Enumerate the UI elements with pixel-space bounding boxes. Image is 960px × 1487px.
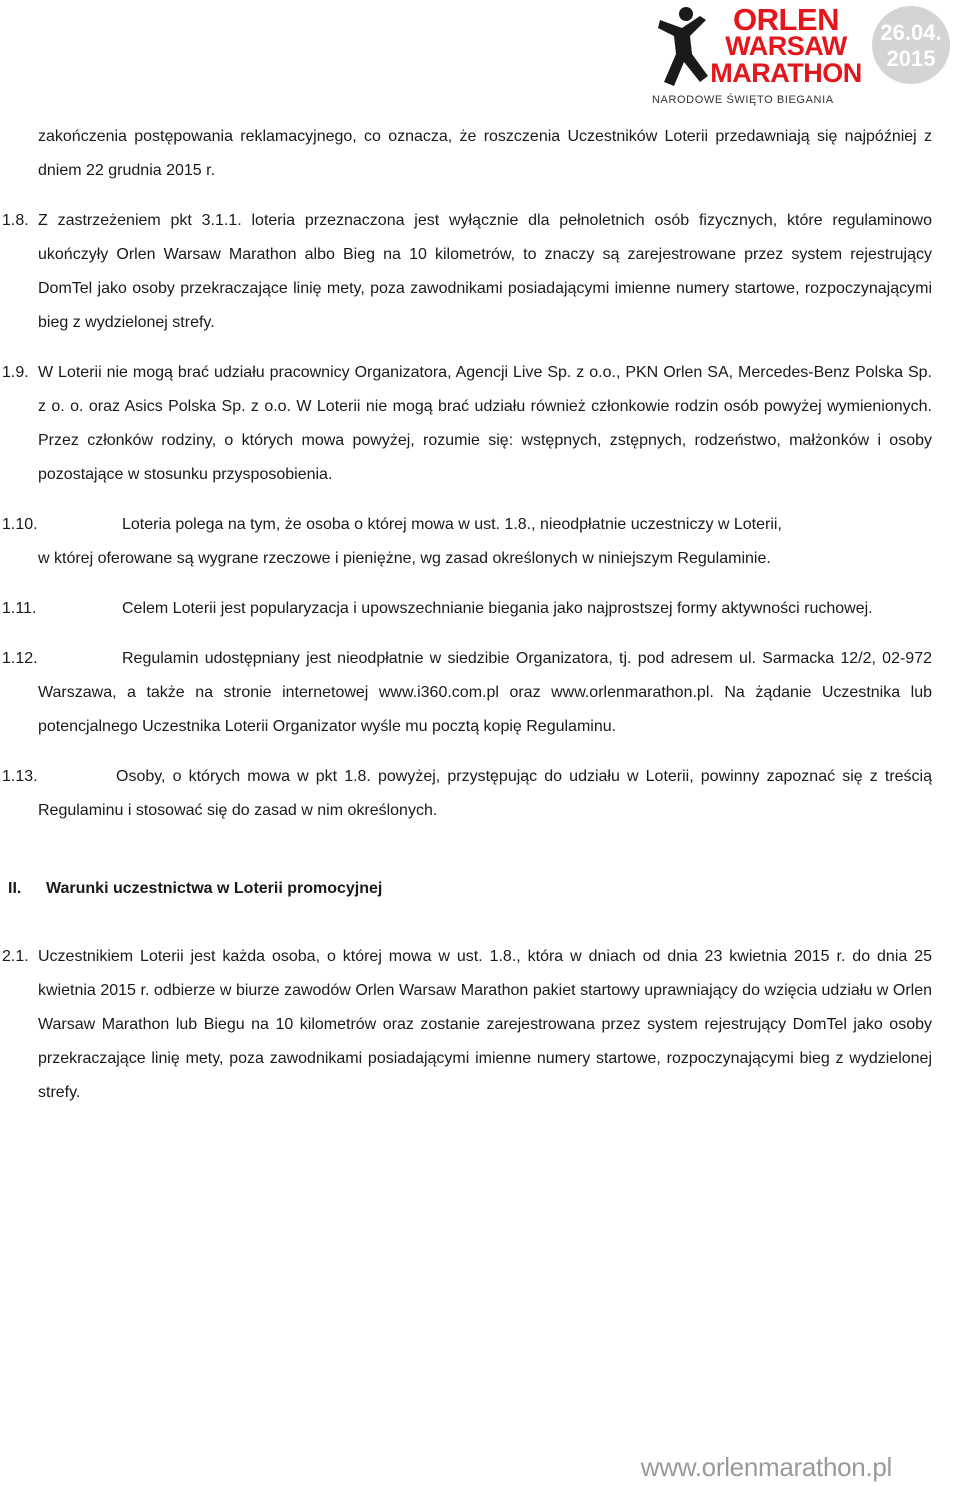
date-badge xyxy=(872,6,950,84)
number-1-12: 1.12. xyxy=(2,650,38,667)
text-1-9: W Loterii nie mogą brać udziału pracownicy Organizatora, Agencji Live Sp. z o.o., PKN Orlen SA, Mercedes-Benz Polska Sp. z o. o. oraz Asics Polska Sp. z o.o. W Loterii nie mogą brać udziału również członkowie rodzin osób powyżej wymienionych. Przez członków rodziny, o których mowa powyżej, rozumie się: wstępnych, zstępnych, rodzeństwo, małżonków i osoby pozostające w stosunku przysposobienia. xyxy=(38,364,932,483)
paragraph-1-10a xyxy=(2,508,932,542)
section-1-10 xyxy=(2,508,932,576)
paragraph-1-11 xyxy=(2,592,932,626)
text-2-1: Uczestnikiem Loterii jest każda osoba, o której mowa w ust. 1.8., która w dniach od dnia 23 kwietnia 2015 r. do dnia 25 kwietnia 2015 r. odbierze w biurze zawodów Orlen Warsaw Marathon pakiet startowy uprawniający do wzięcia udziału w Orlen Warsaw Marathon lub Biegu na 10 kilometrów oraz zostanie zarejestrowana przez system rejestrujący DomTel jako osoby przekraczające linię mety, poza zawodnikami posiadającymi imienne numery startowe, rozpoczynającymi bieg z wydzielonej strefy. xyxy=(38,948,932,1101)
number-1-8: 1.8. xyxy=(2,212,29,229)
number-1-13: 1.13. xyxy=(2,768,38,785)
date-year: 2015 xyxy=(886,46,936,71)
text-1-11: Celem Loterii jest popularyzacja i upowszechnianie biegania jako najprostszej formy aktywności ruchowej. xyxy=(122,600,873,617)
number-1-9: 1.9. xyxy=(2,364,29,381)
number-1-10: 1.10. xyxy=(2,516,38,533)
text-1-10a: Loteria polega na tym, że osoba o której mowa w ust. 1.8., nieodpłatnie uczestniczy w Loterii, xyxy=(122,516,782,533)
date-day-month: 26.04. xyxy=(880,20,942,45)
heading-number: II. xyxy=(8,880,22,897)
logo-line-marathon: MARATHON xyxy=(710,58,862,88)
number-2-1: 2.1. xyxy=(2,948,29,965)
logo-line-warsaw: WARSAW xyxy=(725,31,847,61)
section-1-8 xyxy=(2,204,932,340)
text-1-12: Regulamin udostępniany jest nieodpłatnie w siedzibie Organizatora, tj. pod adresem ul. Sarmacka 12/2, 02-972 Warszawa, a także na stronie internetowej www.i360.com.pl oraz www.orlenmarathon.pl. Na żądanie Uczestnika lub potencjalnego Uczestnika Loterii Organizator wyśle mu pocztą kopię Regulaminu. xyxy=(38,650,932,735)
section-1-13 xyxy=(2,760,932,828)
number-1-11: 1.11. xyxy=(2,600,37,617)
heading-title: Warunki uczestnictwa w Loterii promocyjnej xyxy=(46,880,383,897)
paragraph-continuation: zakończenia postępowania reklamacyjnego, co oznacza, że roszczenia Uczestników Loterii przedawniają się najpóźniej z dniem 22 grudnia 2015 r. xyxy=(38,128,932,179)
section-1-11 xyxy=(2,592,932,626)
text-1-13: Osoby, o których mowa w pkt 1.8. powyżej, przystępując do udziału w Loterii, powinny zapoznać się z treścią Regulaminu i stosować się do zasad w nim określonych. xyxy=(38,768,932,819)
logo-subtitle: NARODOWE ŚWIĘTO BIEGANIA xyxy=(652,94,834,106)
paragraph-1-9 xyxy=(2,356,932,492)
section-1-12 xyxy=(2,642,932,744)
orlen-warsaw-marathon-logo xyxy=(640,4,952,108)
runner-icon xyxy=(656,6,712,90)
paragraph-1-13 xyxy=(2,760,932,828)
text-1-8: Z zastrzeżeniem pkt 3.1.1. loteria przeznaczona jest wyłącznie dla pełnoletnich osób fizycznych, które regulaminowo ukończyły Orlen Warsaw Marathon albo Bieg na 10 kilometrów, to znaczy są zarejestrowane przez system rejestrujący DomTel jako osoby przekraczające linię mety, poza zawodnikami posiadającymi imienne numery startowe, rozpoczynającymi bieg z wydzielonej strefy. xyxy=(38,212,932,331)
paragraph-1-12 xyxy=(2,642,932,744)
logo-line-orlen: ORLEN xyxy=(733,2,839,37)
section-1-9 xyxy=(2,356,932,492)
section-2-1 xyxy=(2,940,932,1110)
logo-title xyxy=(708,2,864,88)
section-heading-2 xyxy=(8,872,932,906)
paragraph-2-1 xyxy=(2,940,932,1110)
paragraph-1-10b: w której oferowane są wygrane rzeczowe i pieniężne, wg zasad określonych w niniejszym Regulaminie. xyxy=(38,550,771,567)
paragraph-1-8 xyxy=(2,204,932,340)
document-body xyxy=(2,120,932,1110)
footer-url: www.orlenmarathon.pl xyxy=(640,1452,892,1482)
